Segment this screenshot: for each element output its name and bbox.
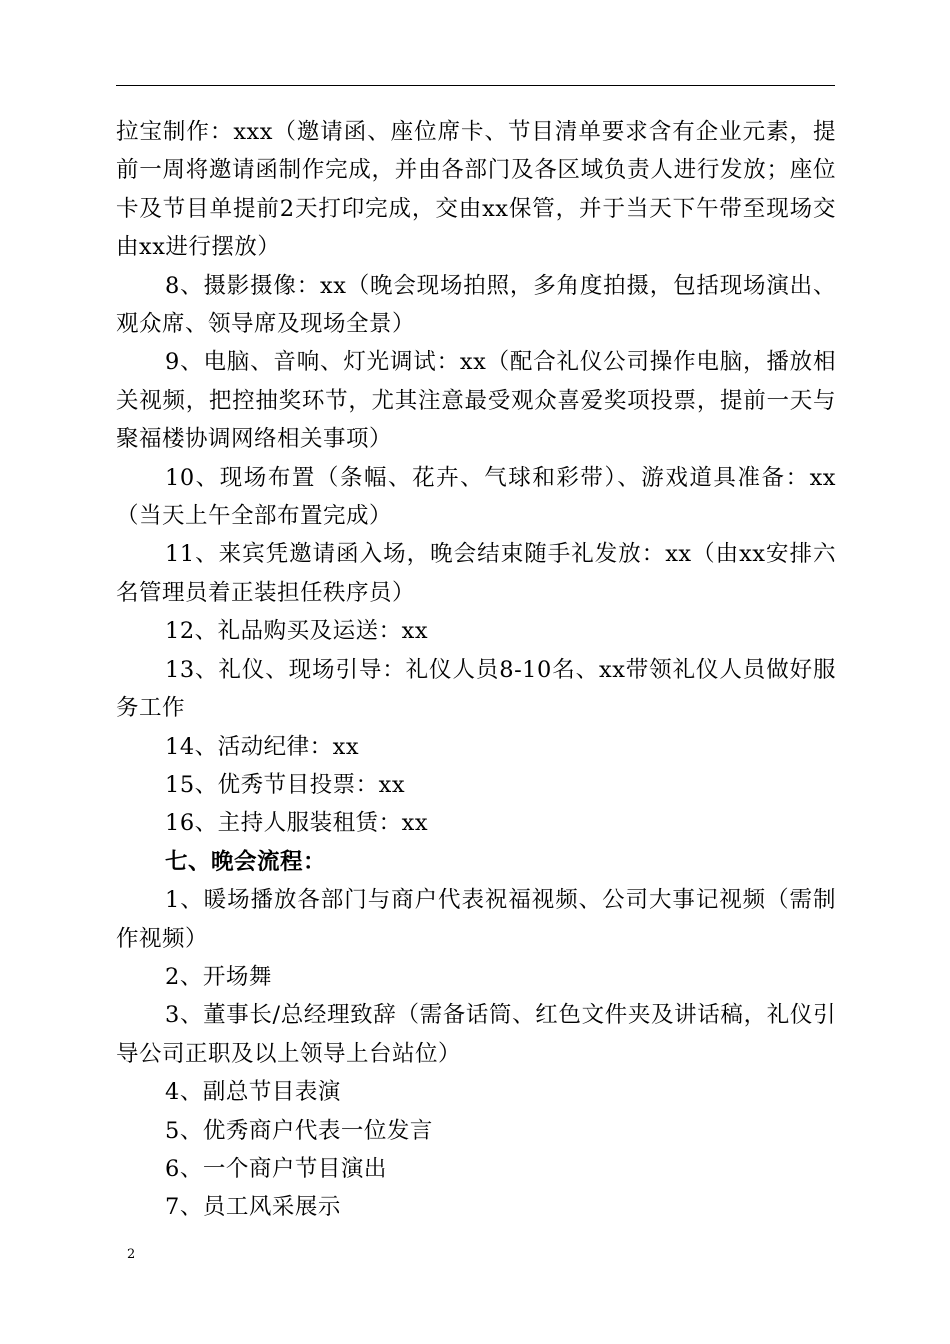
page-number: 2 — [127, 1247, 136, 1262]
paragraph-invitation-production: 拉宝制作：xxx（邀请函、座位席卡、节目清单要求含有企业元素，提前一周将邀请函制作完成，并由各部门及各区域负责人进行发放；座位卡及节目单提前2天打印完成，交由xx保管，并于当天下午带至现场交由xx进行摆放） — [116, 119, 836, 261]
document-body — [116, 113, 836, 1227]
paragraph-flow-6-merchant-performance: 6、一个商户节目演出 — [165, 1155, 387, 1182]
section-heading-program-flow: 七、晚会流程： — [165, 848, 327, 875]
paragraph-item-14-discipline: 14、活动纪律：xx — [165, 733, 360, 760]
paragraph-item-13-etiquette: 13、礼仪、现场引导：礼仪人员8-10名、xx带领礼仪人员做好服务工作 — [116, 656, 836, 722]
paragraph-flow-4-vp-performance: 4、副总节目表演 — [165, 1079, 341, 1106]
header-rule — [116, 85, 835, 86]
paragraph-item-8-photography: 8、摄影摄像：xx（晚会现场拍照，多角度拍摄，包括现场演出、观众席、领导席及现场全景） — [116, 272, 836, 338]
paragraph-flow-1-warmup-video: 1、暖场播放各部门与商户代表祝福视频、公司大事记视频（需制作视频） — [116, 887, 836, 952]
paragraph-item-11-guest-entry: 11、来宾凭邀请函入场，晚会结束随手礼发放：xx（由xx安排六名管理员着正装担任秩序员） — [116, 541, 836, 606]
paragraph-flow-7-staff-showcase: 7、员工风采展示 — [165, 1194, 341, 1221]
paragraph-item-10-venue-setup: 10、现场布置（条幅、花卉、气球和彩带）、游戏道具准备：xx（当天上午全部布置完成） — [116, 464, 836, 530]
paragraph-flow-3-chairman-speech: 3、董事长/总经理致辞（需备话筒、红色文件夹及讲话稿，礼仪引导公司正职及以上领导上台站位） — [116, 1002, 836, 1067]
paragraph-item-15-voting: 15、优秀节目投票：xx — [165, 771, 406, 798]
paragraph-item-12-gifts: 12、礼品购买及运送：xx — [165, 618, 429, 645]
paragraph-item-16-host-costume: 16、主持人服装租赁：xx — [165, 810, 429, 837]
paragraph-item-9-av-debugging: 9、电脑、音响、灯光调试：xx（配合礼仪公司操作电脑，播放相关视频，把控抽奖环节，尤其注意最受观众喜爱奖项投票，提前一天与聚福楼协调网络相关事项） — [116, 349, 836, 453]
paragraph-flow-5-merchant-speech: 5、优秀商户代表一位发言 — [165, 1117, 433, 1144]
paragraph-flow-2-opening-dance: 2、开场舞 — [165, 963, 272, 990]
